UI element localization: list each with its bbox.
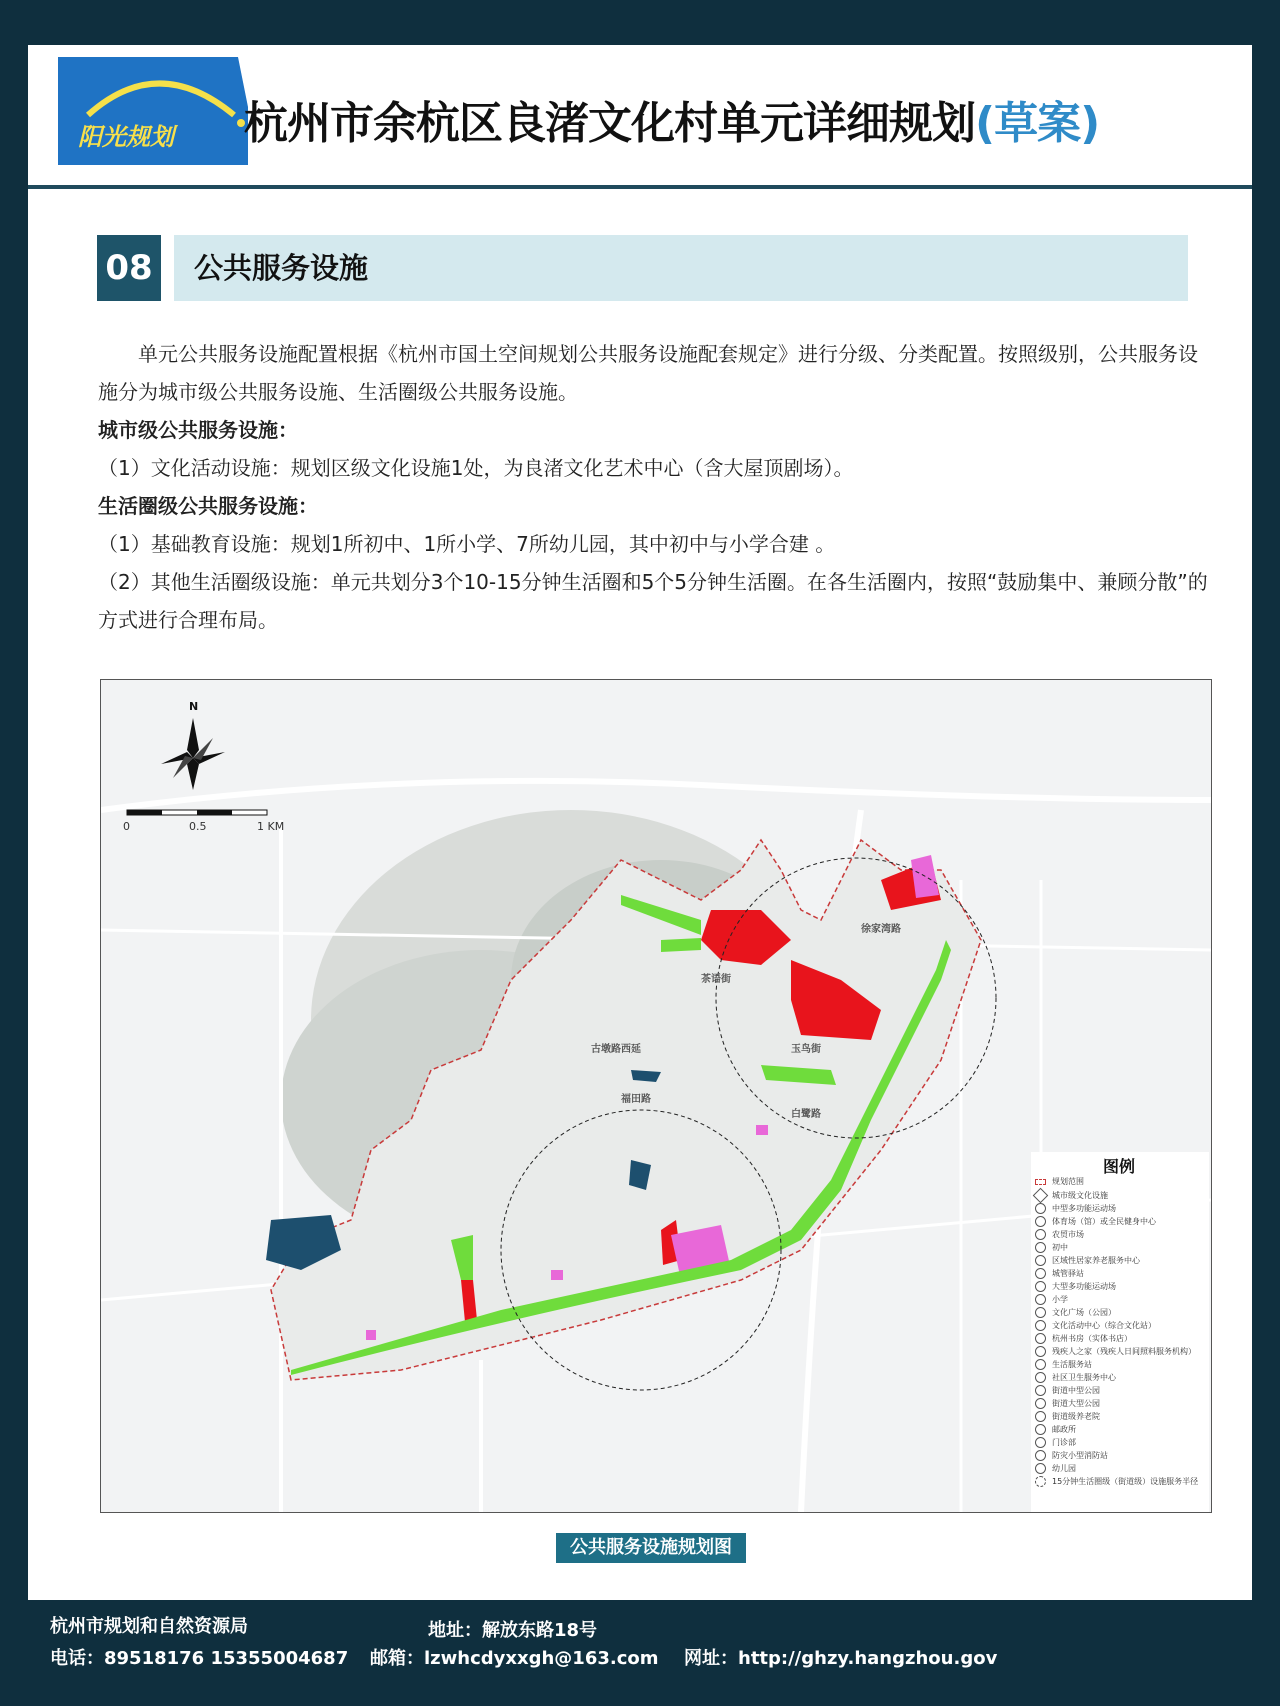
facility-icon bbox=[1035, 1268, 1046, 1279]
city-level-item: （1）文化活动设施：规划区级文化设施1处，为良渚文化艺术中心（含大屋顶剧场）。 bbox=[98, 456, 854, 480]
facility-icon bbox=[1035, 1359, 1046, 1370]
facility-icon bbox=[1035, 1372, 1046, 1383]
water-body bbox=[631, 1070, 661, 1082]
scale-label: 0.5 bbox=[189, 820, 207, 833]
facility-icon bbox=[1035, 1450, 1046, 1461]
north-arrow-icon bbox=[161, 718, 225, 790]
footer-email[interactable]: 邮箱：lzwhcdyxxgh@163.com bbox=[370, 1648, 659, 1669]
legend-item: 文化活动中心（综合文化站） bbox=[1035, 1320, 1156, 1331]
facility-icon bbox=[1035, 1307, 1046, 1318]
boundary-icon bbox=[1035, 1179, 1046, 1185]
life-circle-heading: 生活圈级公共服务设施： bbox=[98, 494, 318, 518]
intro-paragraph: 单元公共服务设施配置根据《杭州市国土空间规划公共服务设施配套规定》进行分级、分类配置。按照级别，公共服务设施分为城市级公共服务设施、生活圈级公共服务设施。 bbox=[98, 342, 1198, 404]
legend-item: 生活服务站 bbox=[1035, 1359, 1092, 1370]
facility-icon bbox=[1035, 1242, 1046, 1253]
facility-icon bbox=[1035, 1216, 1046, 1227]
facility-icon bbox=[1035, 1411, 1046, 1422]
header-divider bbox=[28, 185, 1252, 189]
legend-item: 规划范围 bbox=[1035, 1176, 1084, 1187]
road-label: 福田路 bbox=[621, 1094, 651, 1105]
facility-icon bbox=[1035, 1385, 1046, 1396]
footer bbox=[0, 1600, 1280, 1706]
scale-label: 0 bbox=[123, 820, 130, 833]
legend-item: 街道级养老院 bbox=[1035, 1411, 1100, 1422]
road-label: 古墩路西延 bbox=[591, 1044, 641, 1055]
legend-item: 幼儿园 bbox=[1035, 1463, 1076, 1474]
legend-item: 城市级文化设施 bbox=[1035, 1190, 1108, 1201]
legend-item: 杭州书房（实体书店） bbox=[1035, 1333, 1132, 1344]
facility-icon bbox=[1035, 1294, 1046, 1305]
legend-item: 大型多功能运动场 bbox=[1035, 1281, 1116, 1292]
legend-item: 区域性居家养老服务中心 bbox=[1035, 1255, 1140, 1266]
legend-item: 门诊部 bbox=[1035, 1437, 1076, 1448]
legend-title: 图例 bbox=[1103, 1157, 1136, 1176]
map-legend bbox=[1031, 1152, 1209, 1512]
facility-icon bbox=[1035, 1437, 1046, 1448]
logo-arc-icon bbox=[58, 57, 248, 173]
scale-label: 1 KM bbox=[257, 820, 285, 833]
facility-icon bbox=[1035, 1281, 1046, 1292]
planning-map bbox=[100, 679, 1212, 1513]
diamond-icon bbox=[1033, 1188, 1049, 1204]
facility-icon bbox=[1035, 1398, 1046, 1409]
title-main: 杭州市余杭区良渚文化村单元详细规划 bbox=[244, 98, 975, 149]
facility-icon bbox=[1035, 1320, 1046, 1331]
section-title: 公共服务设施 bbox=[194, 251, 369, 285]
city-level-heading: 城市级公共服务设施： bbox=[98, 418, 298, 442]
page-card bbox=[28, 45, 1252, 1600]
facility-pink bbox=[366, 1330, 376, 1340]
legend-item: 街道中型公园 bbox=[1035, 1385, 1100, 1396]
life-circle-item: （2）其他生活圈级设施：单元共划分3个10-15分钟生活圈和5个5分钟生活圈。在各生活圈内，按照“鼓励集中、兼顾分散”的方式进行合理布局。 bbox=[98, 570, 1208, 632]
legend-item: 社区卫生服务中心 bbox=[1035, 1372, 1116, 1383]
facility-pink bbox=[756, 1125, 768, 1135]
north-label: N bbox=[189, 700, 199, 713]
facility-icon bbox=[1035, 1333, 1046, 1344]
title-draft: (草案) bbox=[975, 98, 1100, 149]
road-label: 徐家湾路 bbox=[861, 924, 901, 935]
facility-icon bbox=[1035, 1346, 1046, 1357]
facility-pink bbox=[551, 1270, 563, 1280]
logo-text: 阳光规划 bbox=[78, 122, 174, 151]
footer-address: 地址：解放东路18号 bbox=[428, 1620, 598, 1641]
header bbox=[28, 45, 1252, 185]
green-corridor bbox=[661, 938, 701, 952]
legend-item: 文化广场（公园） bbox=[1035, 1307, 1116, 1318]
body-text bbox=[98, 335, 1208, 639]
radius-icon bbox=[1035, 1476, 1046, 1487]
road-label: 玉鸟街 bbox=[791, 1044, 821, 1055]
page-title bbox=[244, 87, 1099, 151]
facility-icon bbox=[1035, 1229, 1046, 1240]
legend-item: 体育场（馆）或全民健身中心 bbox=[1035, 1216, 1156, 1227]
facility-icon bbox=[1035, 1463, 1046, 1474]
facility-icon bbox=[1035, 1203, 1046, 1214]
life-circle-item: （1）基础教育设施：规划1所初中、1所小学、7所幼儿园，其中初中与小学合建 。 bbox=[98, 532, 836, 556]
legend-item: 15分钟生活圈级（街道级）设施服务半径 bbox=[1035, 1476, 1198, 1487]
section-number: 08 bbox=[97, 235, 161, 301]
legend-item: 防灾小型消防站 bbox=[1035, 1450, 1108, 1461]
footer-org: 杭州市规划和自然资源局 bbox=[50, 1616, 248, 1637]
map-caption: 公共服务设施规划图 bbox=[556, 1533, 746, 1563]
section-bar bbox=[174, 235, 1188, 301]
legend-item: 邮政所 bbox=[1035, 1424, 1076, 1435]
road-label: 茶语街 bbox=[701, 974, 731, 985]
legend-item: 残疾人之家（残疾人日间照料服务机构） bbox=[1035, 1346, 1196, 1357]
logo bbox=[66, 65, 238, 165]
legend-item: 城管驿站 bbox=[1035, 1268, 1084, 1279]
legend-item: 中型多功能运动场 bbox=[1035, 1203, 1116, 1214]
facility-icon bbox=[1035, 1424, 1046, 1435]
road-label: 白鹭路 bbox=[791, 1109, 821, 1120]
road bbox=[101, 781, 1211, 810]
footer-phone: 电话：89518176 15355004687 bbox=[50, 1648, 349, 1669]
facility-icon bbox=[1035, 1255, 1046, 1266]
legend-item: 街道大型公园 bbox=[1035, 1398, 1100, 1409]
legend-item: 初中 bbox=[1035, 1242, 1068, 1253]
legend-item: 农贸市场 bbox=[1035, 1229, 1084, 1240]
legend-item: 小学 bbox=[1035, 1294, 1068, 1305]
footer-website[interactable]: 网址：http://ghzy.hangzhou.gov bbox=[684, 1648, 998, 1669]
